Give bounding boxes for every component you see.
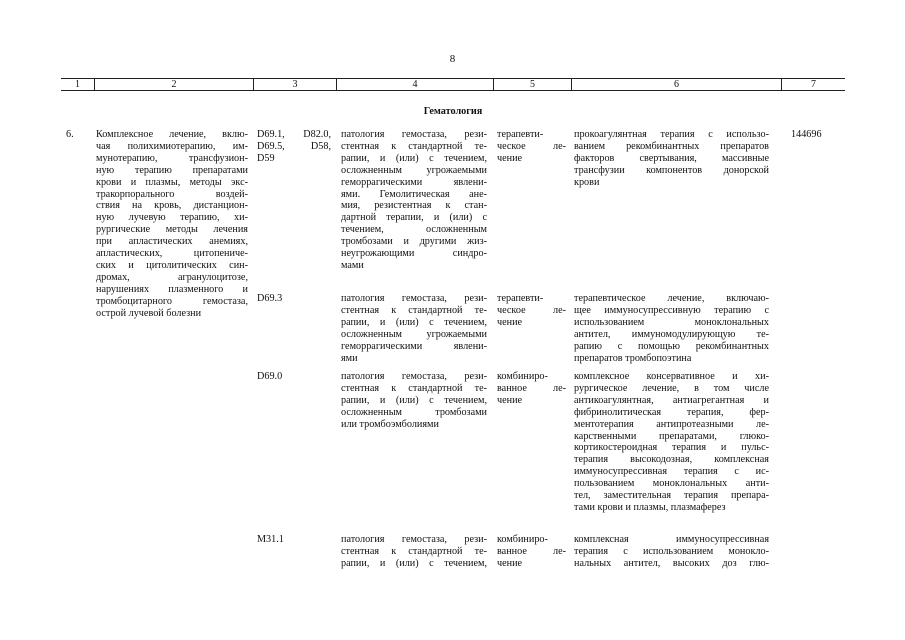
treatment-type-line: терапевти- bbox=[497, 129, 544, 140]
row-number: 6. bbox=[66, 129, 74, 140]
method-line: использованием моноклональных bbox=[574, 316, 769, 328]
code-line: D69.3 bbox=[257, 293, 283, 304]
method-line: терапевтическое лечение, включаю- bbox=[574, 293, 769, 304]
method-line: ментотерапия антипротеазными ле- bbox=[574, 418, 769, 430]
description-line: чая полихимиотерапию, им- bbox=[96, 140, 248, 152]
description-line: нарушениях плазменного и bbox=[96, 283, 248, 295]
treatment-method bbox=[574, 129, 769, 189]
model-line: стентная к стандартной те- bbox=[341, 304, 487, 316]
model-line: ями. Гемолитическая ане- bbox=[341, 188, 487, 200]
code-line: D69.5, D58, bbox=[257, 140, 331, 152]
description-line: ствия на кровь, дистанцион- bbox=[96, 200, 248, 212]
description-line: апластических, цитопениче- bbox=[96, 248, 248, 260]
method-line: карственными препаратами, глюко- bbox=[574, 430, 769, 442]
model-line: стентная к стандартной те- bbox=[341, 545, 487, 557]
column-header-2: 2 bbox=[171, 79, 177, 90]
model-line: рапии, и (или) с течением, bbox=[341, 394, 487, 406]
diagnosis-codes bbox=[257, 129, 331, 165]
model-line: рапии, и (или) с течением, bbox=[341, 152, 487, 164]
method-line: фибринолитическая терапия, фер- bbox=[574, 406, 769, 418]
code-line: D69.1, D82.0, bbox=[257, 129, 331, 140]
model-line: мия, резистентная к стан- bbox=[341, 200, 487, 212]
treatment-type-line: чение bbox=[497, 394, 523, 406]
model-line: патология гемостаза, рези- bbox=[341, 129, 487, 140]
method-line: рургическое лечение, в том числе bbox=[574, 382, 769, 394]
model-line: или тромбоэмболиями bbox=[341, 418, 439, 430]
patient-model bbox=[341, 129, 487, 272]
method-line: трансфузии компонентов донорской bbox=[574, 164, 769, 176]
description-line: острой лучевой болезни bbox=[96, 307, 202, 319]
model-line: осложненным угрожаемыми bbox=[341, 328, 487, 340]
treatment-type-line: ческое ле- bbox=[497, 304, 566, 316]
diagnosis-codes bbox=[257, 371, 331, 383]
method-line: тами крови и плазмы, плазмаферез bbox=[574, 501, 726, 513]
row-description bbox=[96, 129, 248, 320]
code-line: D59 bbox=[257, 152, 275, 164]
method-line: терапия высокодозная, комплексная bbox=[574, 454, 769, 466]
column-header-row bbox=[61, 78, 845, 91]
method-line: комплексное консервативное и хи- bbox=[574, 371, 769, 382]
diagnosis-codes bbox=[257, 293, 331, 305]
model-line: патология гемостаза, рези- bbox=[341, 293, 487, 304]
model-line: осложненным угрожаемыми bbox=[341, 164, 487, 176]
method-line: кортикостероидная терапия и пульс- bbox=[574, 442, 769, 454]
description-line: крови и плазмы, методы экс- bbox=[96, 176, 248, 188]
code-line: D69.0 bbox=[257, 371, 283, 382]
method-line: прокоагулянтная терапия с использо- bbox=[574, 129, 769, 140]
model-line: тромбозами и другими жиз- bbox=[341, 236, 487, 248]
code-line: M31.1 bbox=[257, 534, 284, 545]
method-line: терапия с использованием монокло- bbox=[574, 545, 769, 557]
column-header-6: 6 bbox=[674, 79, 679, 90]
treatment-type-line: комбиниро- bbox=[497, 371, 548, 382]
model-line: мами bbox=[341, 259, 364, 271]
treatment-type-line: ванное ле- bbox=[497, 382, 566, 394]
description-line: ских и цитолитических син- bbox=[96, 259, 248, 271]
method-line: комплексная иммуносупрессивная bbox=[574, 534, 769, 545]
method-line: рапию с помощью рекомбинантных bbox=[574, 340, 769, 352]
section-title: Гематология bbox=[423, 106, 483, 117]
treatment-type bbox=[497, 129, 566, 165]
column-header-4: 4 bbox=[412, 79, 418, 90]
model-line: рапии, и (или) с течением, bbox=[341, 316, 487, 328]
description-line: ную лучевую терапию, хи- bbox=[96, 212, 248, 224]
treatment-method bbox=[574, 534, 769, 570]
description-line: тракорпорального воздей- bbox=[96, 188, 248, 200]
treatment-type-line: ванное ле- bbox=[497, 545, 566, 557]
method-line: иммуносупрессивная терапия с ис- bbox=[574, 466, 769, 478]
model-line: патология гемостаза, рези- bbox=[341, 371, 487, 382]
page-number: 8 bbox=[449, 53, 456, 65]
method-line: тел, заместительная терапия препара- bbox=[574, 490, 769, 502]
treatment-type-line: комбиниро- bbox=[497, 534, 548, 545]
model-line: осложненным тромбозами bbox=[341, 406, 487, 418]
column-header-3: 3 bbox=[292, 79, 298, 90]
patient-model bbox=[341, 534, 487, 570]
description-line: при апластических анемиях, bbox=[96, 236, 248, 248]
treatment-type bbox=[497, 371, 566, 407]
description-line: ную терапию препаратами bbox=[96, 164, 248, 176]
method-line: ванием рекомбинантных препаратов bbox=[574, 140, 769, 152]
method-line: факторов свертывания, массивные bbox=[574, 152, 769, 164]
model-line: патология гемостаза, рези- bbox=[341, 534, 487, 545]
model-line: рапии, и (или) с течением, bbox=[341, 557, 487, 569]
model-line: ями bbox=[341, 352, 358, 364]
treatment-method bbox=[574, 293, 769, 364]
patient-model bbox=[341, 293, 487, 364]
model-line: геморрагическими явлени- bbox=[341, 340, 487, 352]
column-header-7: 7 bbox=[811, 79, 816, 90]
column-header-5: 5 bbox=[530, 79, 535, 90]
patient-model bbox=[341, 371, 487, 431]
model-line: неугрожающими синдро- bbox=[341, 248, 487, 260]
treatment-type bbox=[497, 534, 566, 570]
description-line: рургические методы лечения bbox=[96, 224, 248, 236]
method-line: нальных антител, высоких доз глю- bbox=[574, 557, 769, 569]
diagnosis-codes bbox=[257, 534, 331, 546]
treatment-type-line: чение bbox=[497, 557, 523, 569]
model-line: дартной терапии, и (или) с bbox=[341, 212, 487, 224]
description-line: мунотерапию, трансфузион- bbox=[96, 152, 248, 164]
treatment-type-line: чение bbox=[497, 316, 523, 328]
treatment-type-line: чение bbox=[497, 152, 523, 164]
method-line: щее иммуносупрессивную терапию с bbox=[574, 304, 769, 316]
method-line: антикоагулянтная, антиагрегантная и bbox=[574, 394, 769, 406]
cost-value: 144696 bbox=[791, 129, 822, 140]
model-line: геморрагическими явлени- bbox=[341, 176, 487, 188]
description-line: тромбоцитарного гемостаза, bbox=[96, 295, 248, 307]
method-line: антител, иммуномодулирующую те- bbox=[574, 328, 769, 340]
model-line: стентная к стандартной те- bbox=[341, 140, 487, 152]
treatment-type bbox=[497, 293, 566, 329]
method-line: препаратов тромбопоэтина bbox=[574, 352, 692, 364]
column-header-1: 1 bbox=[75, 79, 80, 90]
description-line: Комплексное лечение, вклю- bbox=[96, 129, 248, 140]
treatment-type-line: терапевти- bbox=[497, 293, 544, 304]
method-line: пользованием моноклональных анти- bbox=[574, 478, 769, 490]
model-line: течением, осложненным bbox=[341, 224, 487, 236]
model-line: стентная к стандартной те- bbox=[341, 382, 487, 394]
method-line: крови bbox=[574, 176, 600, 188]
treatment-type-line: ческое ле- bbox=[497, 140, 566, 152]
treatment-method bbox=[574, 371, 769, 514]
description-line: дромах, агранулоцитозе, bbox=[96, 271, 248, 283]
